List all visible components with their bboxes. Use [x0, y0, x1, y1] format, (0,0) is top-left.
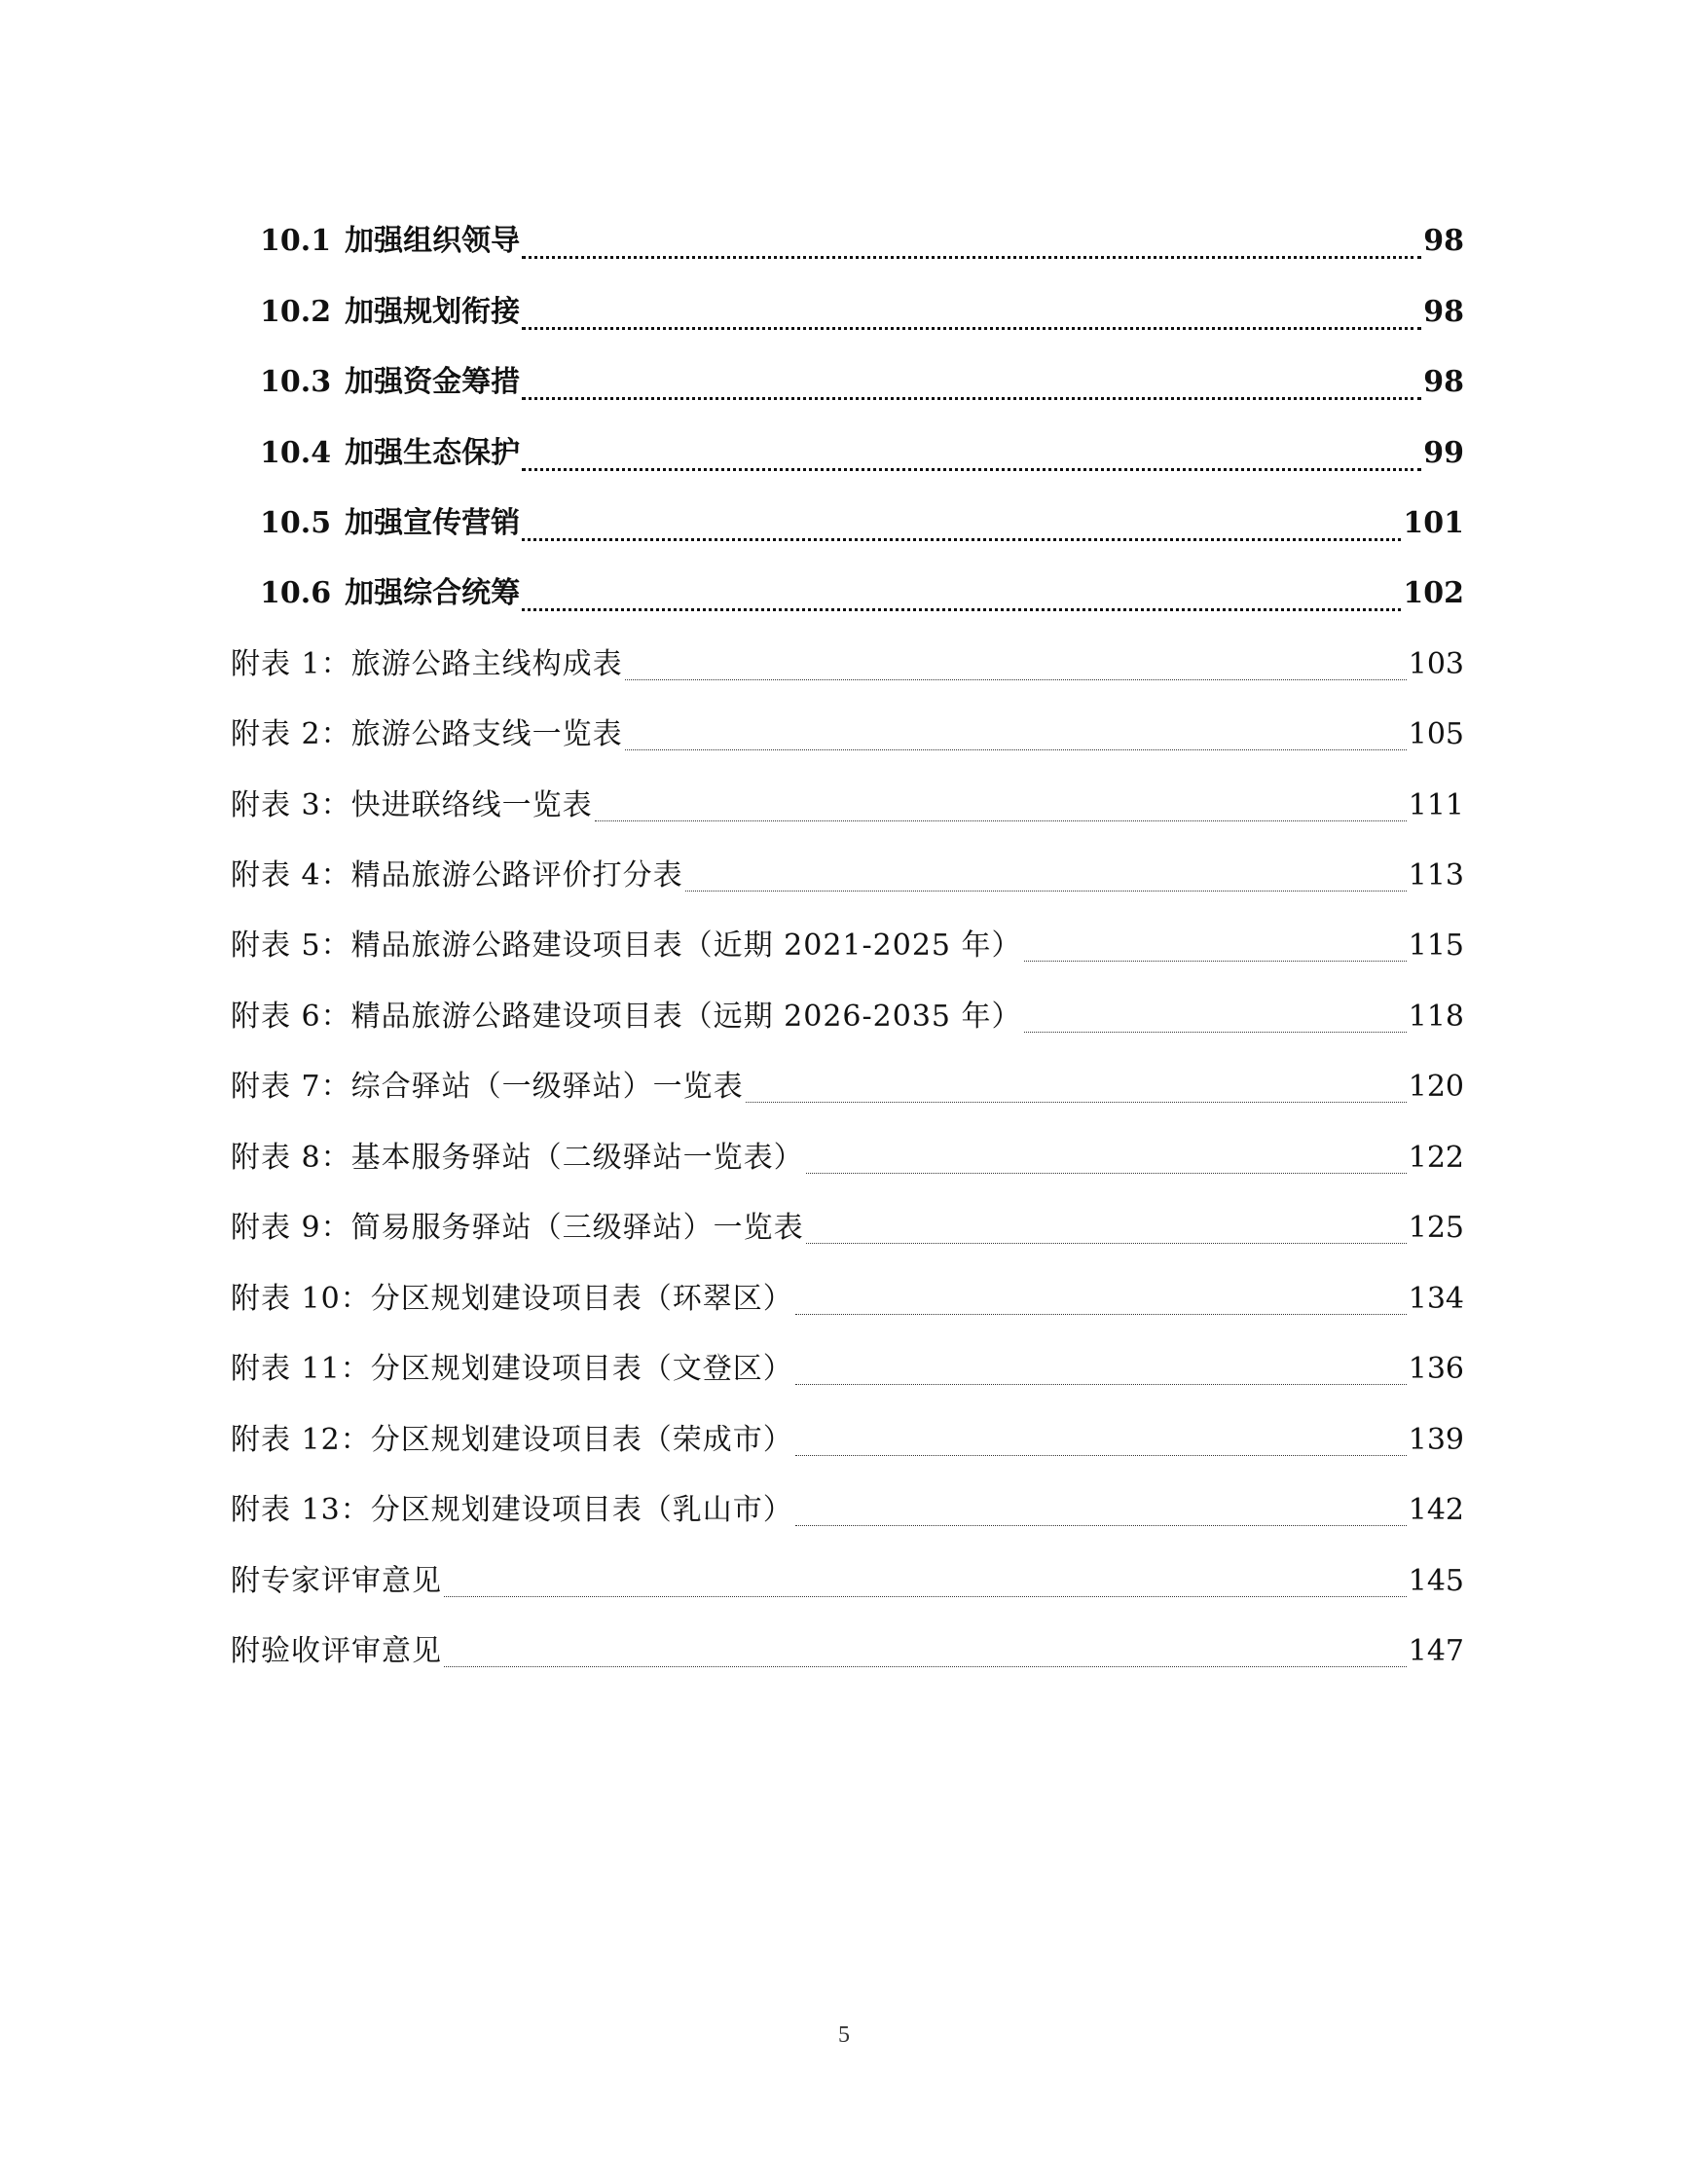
toc-entry-page: 103: [1408, 647, 1464, 681]
toc-entry-page: 111: [1408, 788, 1464, 822]
toc-entry-title: 附表 13：分区规划建设项目表（乳山市）: [231, 1493, 793, 1527]
toc-entry-page: 98: [1423, 224, 1464, 258]
toc-dot-leader: [1024, 940, 1407, 969]
toc-entry-number: 10.3: [260, 365, 332, 399]
toc-entry-page: 115: [1408, 928, 1464, 963]
toc-entry-title: 加强生态保护: [345, 436, 521, 470]
toc-appendix-4[interactable]: [231, 851, 1464, 899]
toc-appendix-10[interactable]: [231, 1274, 1464, 1323]
toc-entry-number: 10.2: [260, 295, 332, 329]
toc-entry-title: 附表 2：旅游公路支线一览表: [231, 717, 623, 751]
toc-entry-title: 加强宣传营销: [345, 506, 521, 540]
toc-entry-title: 附表 3：快进联络线一览表: [231, 788, 593, 822]
toc-entry-number: 10.1: [260, 224, 332, 258]
toc-entry-title: 附表 10：分区规划建设项目表（环翠区）: [231, 1282, 793, 1316]
toc-entry-page: 145: [1408, 1564, 1464, 1598]
toc-entry-page: 113: [1408, 858, 1464, 892]
toc-entry-page: 125: [1408, 1211, 1464, 1245]
toc-dot-leader: [795, 1364, 1407, 1393]
toc-entry-title: 附表 5：精品旅游公路建设项目表（近期 2021-2025 年）: [231, 928, 1022, 963]
toc-appendix-9[interactable]: [231, 1203, 1464, 1252]
toc-entry-title: 附专家评审意见: [231, 1564, 442, 1598]
toc-appendix-5[interactable]: [231, 921, 1464, 969]
toc-entry-number: 10.4: [260, 436, 332, 470]
toc-dot-leader: [795, 1505, 1407, 1534]
toc-entry-page: 142: [1408, 1493, 1464, 1527]
toc-entry-page: 98: [1423, 365, 1464, 399]
toc-dot-leader: [522, 588, 1401, 617]
toc-appendix-acceptance-review[interactable]: [231, 1626, 1464, 1675]
toc-entry-10-4[interactable]: [260, 428, 1464, 477]
toc-entry-10-3[interactable]: [260, 357, 1464, 406]
toc-entry-page: 147: [1408, 1634, 1464, 1668]
toc-dot-leader: [806, 1152, 1407, 1182]
toc-appendix-13[interactable]: [231, 1485, 1464, 1534]
toc-entry-number: 10.6: [260, 576, 332, 610]
toc-entry-page: 101: [1403, 506, 1464, 540]
toc-entry-page: 99: [1423, 436, 1464, 470]
toc-entry-page: 98: [1423, 295, 1464, 329]
toc-appendix-expert-review[interactable]: [231, 1556, 1464, 1605]
toc-dot-leader: [685, 870, 1407, 899]
toc-appendix-3[interactable]: [231, 781, 1464, 829]
toc-entry-title: 附表 4：精品旅游公路评价打分表: [231, 858, 683, 892]
toc-dot-leader: [746, 1081, 1407, 1110]
toc-dot-leader: [806, 1222, 1407, 1252]
toc-appendix-12[interactable]: [231, 1415, 1464, 1464]
toc-entry-title: 附表 11：分区规划建设项目表（文登区）: [231, 1352, 793, 1386]
toc-entry-page: 118: [1408, 1000, 1464, 1034]
toc-appendix-8[interactable]: [231, 1133, 1464, 1182]
toc-dot-leader: [522, 448, 1421, 477]
toc-appendix-1[interactable]: [231, 639, 1464, 688]
toc-entry-title: 附表 6：精品旅游公路建设项目表（远期 2026-2035 年）: [231, 1000, 1022, 1034]
toc-dot-leader: [522, 307, 1421, 336]
toc-entry-page: 105: [1408, 717, 1464, 751]
toc-entry-title: 附表 8：基本服务驿站（二级驿站一览表）: [231, 1141, 804, 1175]
toc-entry-10-1[interactable]: [260, 216, 1464, 265]
toc-dot-leader: [795, 1435, 1407, 1464]
toc-entry-10-6[interactable]: [260, 568, 1464, 617]
toc-appendix-7[interactable]: [231, 1062, 1464, 1110]
toc-dot-leader: [522, 236, 1421, 265]
toc-entry-title: 加强规划衔接: [345, 295, 521, 329]
toc-dot-leader: [522, 518, 1401, 547]
toc-entry-page: 134: [1408, 1282, 1464, 1316]
toc-entry-page: 139: [1408, 1423, 1464, 1457]
toc-entry-title: 附表 12：分区规划建设项目表（荣成市）: [231, 1423, 793, 1457]
toc-entry-page: 136: [1408, 1352, 1464, 1386]
toc-dot-leader: [625, 659, 1407, 688]
toc-entry-title: 加强资金筹措: [345, 365, 521, 399]
toc-entry-10-5[interactable]: [260, 498, 1464, 547]
toc-entry-title: 附表 1：旅游公路主线构成表: [231, 647, 623, 681]
toc-dot-leader: [625, 729, 1407, 758]
toc-dot-leader: [795, 1293, 1407, 1323]
toc-entry-page: 122: [1408, 1141, 1464, 1175]
page-number: 5: [838, 2022, 850, 2048]
toc-entry-page: 120: [1408, 1070, 1464, 1104]
toc-appendix-6[interactable]: [231, 992, 1464, 1040]
toc-entry-number: 10.5: [260, 506, 332, 540]
toc-dot-leader: [1024, 1011, 1407, 1040]
toc-entry-title: 加强组织领导: [345, 224, 521, 258]
toc-dot-leader: [595, 800, 1407, 829]
toc-entry-page: 102: [1403, 576, 1464, 610]
toc-dot-leader: [444, 1576, 1407, 1605]
toc-dot-leader: [444, 1646, 1407, 1675]
toc-entry-title: 附表 9：简易服务驿站（三级驿站）一览表: [231, 1211, 804, 1245]
toc-entry-10-2[interactable]: [260, 287, 1464, 336]
toc-dot-leader: [522, 377, 1421, 406]
toc-appendix-11[interactable]: [231, 1344, 1464, 1393]
toc-entry-title: 附表 7：综合驿站（一级驿站）一览表: [231, 1070, 744, 1104]
toc-appendix-2[interactable]: [231, 710, 1464, 758]
toc-entry-title: 加强综合统筹: [345, 576, 521, 610]
toc-entry-title: 附验收评审意见: [231, 1634, 442, 1668]
